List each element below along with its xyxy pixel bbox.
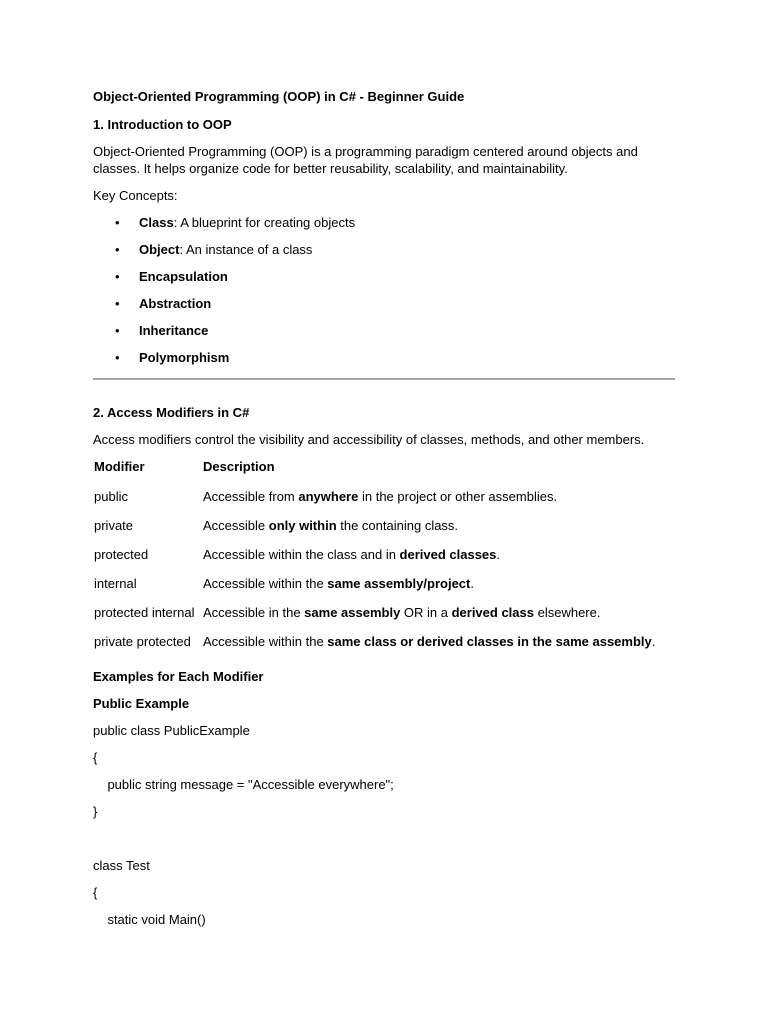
desc-text: elsewhere. [533, 605, 601, 620]
code-line: public string message = "Accessible everywhere"; [93, 777, 394, 792]
desc-text: . [651, 634, 656, 649]
code-line: } [93, 804, 98, 819]
concept-term: Class [139, 215, 174, 230]
public-example-heading: Public Example [93, 696, 190, 711]
desc-text: . [496, 547, 501, 562]
header-modifier: Modifier [94, 459, 145, 474]
desc-bold: same assembly/project [327, 576, 471, 591]
code-line: class Test [93, 858, 150, 873]
concept-term: Encapsulation [139, 269, 228, 284]
access-modifiers-table [94, 458, 655, 662]
section-heading-access-modifiers: 2. Access Modifiers in C# [93, 405, 250, 420]
table-row [94, 604, 655, 633]
desc-text: Accessible from [203, 489, 299, 504]
list-item [93, 295, 683, 312]
section-heading-intro: 1. Introduction to OOP [93, 117, 232, 132]
header-description: Description [203, 459, 275, 474]
desc-text: . [470, 576, 474, 591]
list-item [93, 214, 683, 231]
modifier-cell: protected internal [94, 605, 195, 620]
desc-bold: anywhere [298, 489, 359, 504]
list-item [93, 322, 683, 339]
list-item [93, 349, 683, 366]
document-title: Object-Oriented Programming (OOP) in C# - Beginner Guide [93, 89, 465, 104]
description-cell [203, 546, 655, 575]
key-concepts-list [93, 214, 683, 366]
key-concepts-label: Key Concepts: [93, 188, 178, 203]
desc-text: OR in a [400, 605, 452, 620]
code-line: { [93, 885, 98, 900]
bullet-icon: • [115, 296, 120, 311]
description-cell [203, 488, 655, 517]
intro-paragraph: Object-Oriented Programming (OOP) is a programming paradigm centered around objects and classes. It helps organize code for better reusability, scalability, and maintainability. [93, 144, 638, 176]
desc-text: Accessible within the [203, 576, 328, 591]
list-item [93, 241, 683, 258]
description-cell [203, 517, 655, 546]
desc-text: Accessible in the [203, 605, 305, 620]
desc-bold: same class or derived classes in the same assembly [327, 634, 652, 649]
code-line: { [93, 750, 98, 765]
horizontal-divider [93, 378, 675, 380]
bullet-icon: • [115, 242, 120, 257]
table-row [94, 546, 655, 575]
modifier-cell: private [94, 518, 134, 533]
description-cell [203, 633, 655, 662]
table-row [94, 517, 655, 546]
code-line: public class PublicExample [93, 723, 250, 738]
desc-bold: same assembly [304, 605, 401, 620]
concept-term: Inheritance [139, 323, 209, 338]
bullet-icon: • [115, 269, 120, 284]
desc-bold: derived class [451, 605, 534, 620]
modifier-cell: private protected [94, 634, 191, 649]
desc-text: Accessible [203, 518, 269, 533]
desc-text: in the project or other assemblies. [358, 489, 558, 504]
bullet-icon: • [115, 215, 120, 230]
description-cell [203, 604, 655, 633]
concept-desc: : An instance of a class [179, 242, 313, 257]
desc-text: the containing class. [336, 518, 459, 533]
table-header-row [94, 458, 655, 488]
modifier-cell: internal [94, 576, 137, 591]
concept-desc: : A blueprint for creating objects [173, 215, 356, 230]
code-line: static void Main() [93, 912, 206, 927]
document-body [93, 88, 683, 938]
concept-term: Abstraction [139, 296, 212, 311]
examples-heading: Examples for Each Modifier [93, 669, 264, 684]
modifier-cell: public [94, 489, 128, 504]
desc-bold: only within [268, 518, 337, 533]
description-cell [203, 575, 655, 604]
table-row [94, 488, 655, 517]
table-row [94, 575, 655, 604]
modifier-cell: protected [94, 547, 149, 562]
bullet-icon: • [115, 323, 120, 338]
blank-line [93, 830, 683, 857]
desc-bold: derived classes [399, 547, 497, 562]
desc-text: Accessible within the class and in [203, 547, 400, 562]
list-item [93, 268, 683, 285]
concept-term: Polymorphism [139, 350, 230, 365]
desc-text: Accessible within the [203, 634, 328, 649]
bullet-icon: • [115, 350, 120, 365]
access-modifiers-paragraph: Access modifiers control the visibility and accessibility of classes, methods, and other members. [93, 432, 645, 447]
table-row [94, 633, 655, 662]
concept-term: Object [139, 242, 180, 257]
